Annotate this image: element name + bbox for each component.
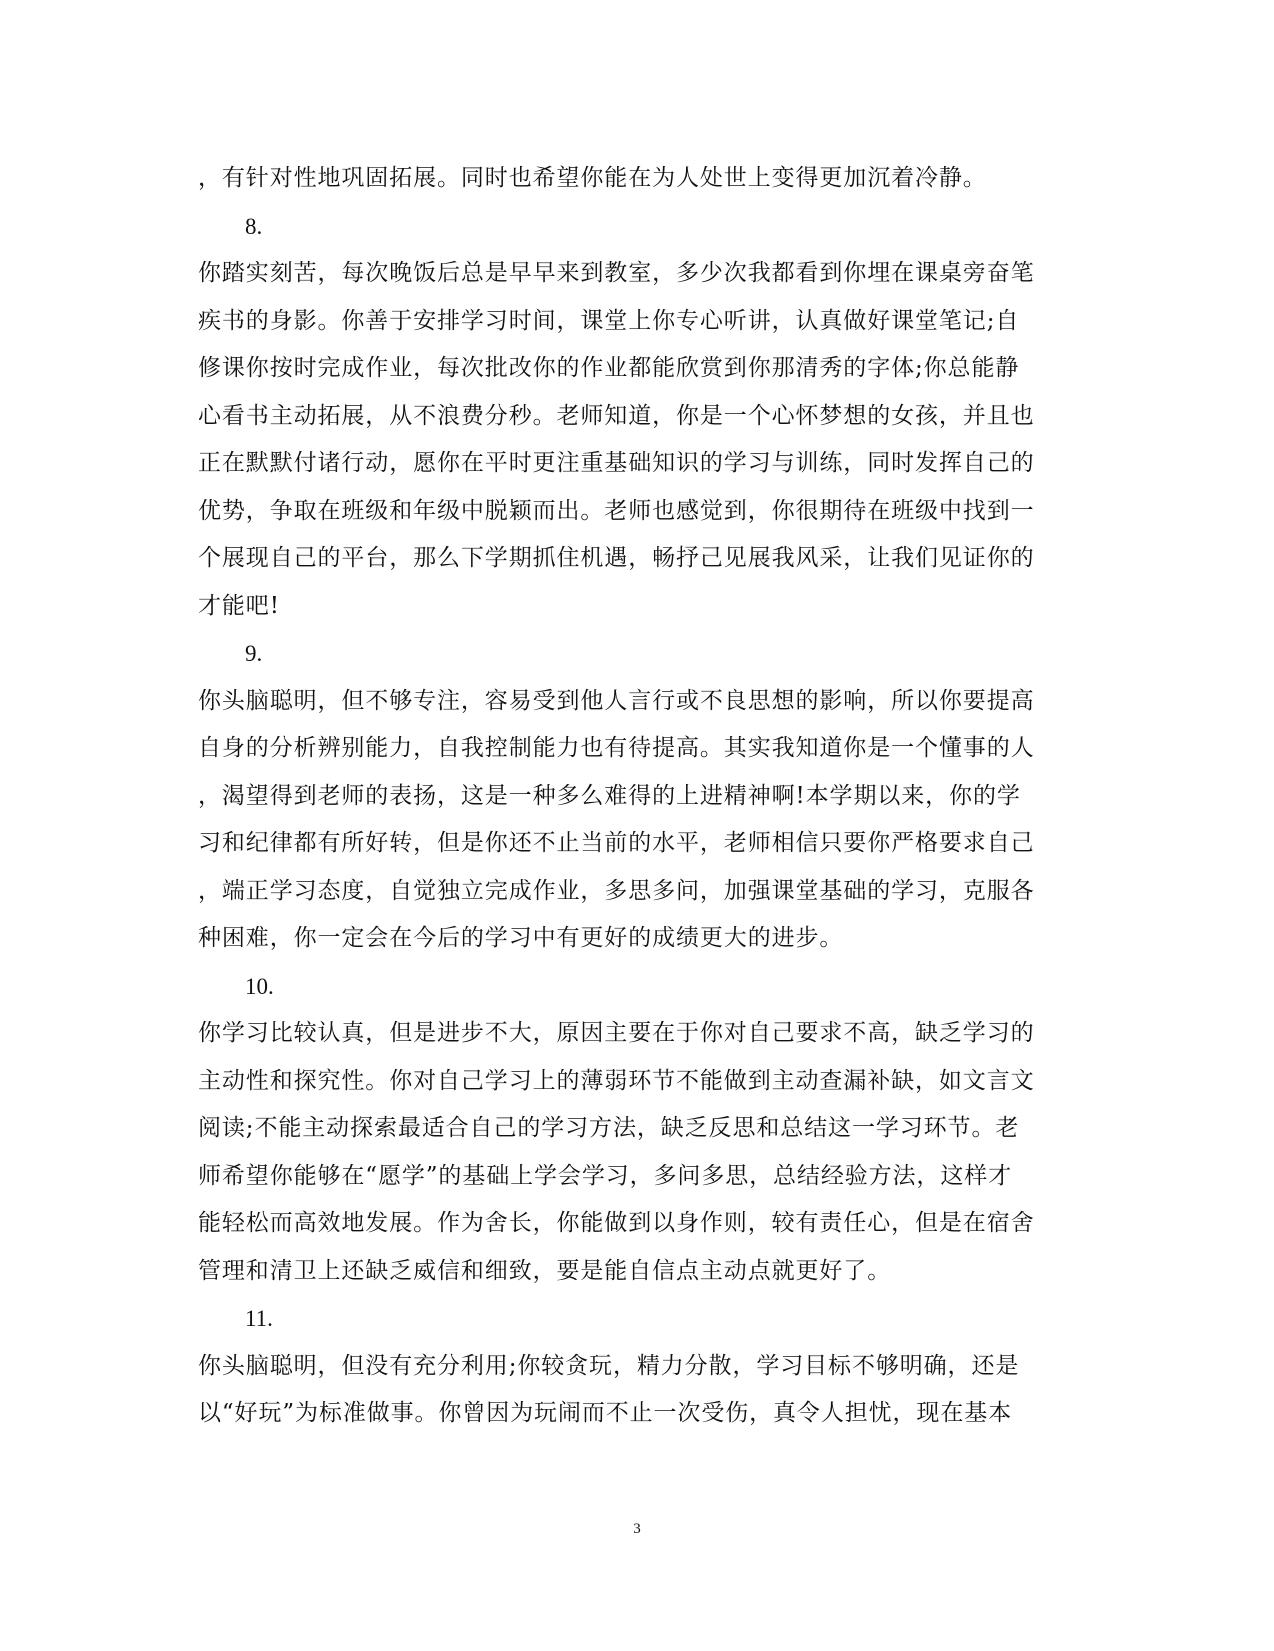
text-line: 种困难，你一定会在今后的学习中有更好的成绩更大的进步。 <box>198 925 844 951</box>
item-number: 10. <box>245 973 274 999</box>
paragraph <box>198 678 1078 963</box>
text-line: 修课你按时完成作业，每次批改你的作业都能欣赏到你那清秀的字体;你总能静 <box>198 355 1020 381</box>
text-line: 主动性和探究性。你对自己学习上的薄弱环节不能做到主动查漏补缺，如文言文 <box>198 1067 1035 1094</box>
paragraph <box>198 250 1078 630</box>
text-line: 个展现自己的平台，那么下学期抓住机遇，畅抒己见展我风采，让我们见证你的 <box>198 545 1035 571</box>
paragraph <box>198 155 1078 203</box>
text-line: 你头脑聪明，但没有充分利用;你较贪玩，精力分散，学习目标不够明确，还是 <box>198 1352 1020 1379</box>
text-line: 管理和清卫上还缺乏威信和细致，要是能自信点主动点就更好了。 <box>198 1257 892 1284</box>
text-line: ，有针对性地巩固拓展。同时也希望你能在为人处世上变得更加沉着冷静。 <box>198 165 987 191</box>
text-line: 自身的分析辨别能力，自我控制能力也有待提高。其实我知道你是一个懂事的人 <box>198 735 1035 761</box>
text-line: 能轻松而高效地发展。作为舍长，你能做到以身作则，较有责任心，但是在宿舍 <box>198 1210 1035 1236</box>
text-line: 阅读;不能主动探索最适合自己的学习方法，缺乏反思和总结这一学习环节。老 <box>198 1115 1020 1141</box>
text-line: 优势，争取在班级和年级中脱颖而出。老师也感觉到，你很期待在班级中找到一 <box>198 497 1035 524</box>
text-line: 你踏实刻苦，每次晚饭后总是早早来到教室，多少次我都看到你埋在课桌旁奋笔 <box>198 260 1035 286</box>
text-line: ，端正学习态度，自觉独立完成作业，多思多问，加强课堂基础的学习，克服各 <box>198 877 1035 904</box>
text-line: 正在默默付诸行动，愿你在平时更注重基础知识的学习与训练，同时发挥自己的 <box>198 450 1035 476</box>
text-line: 心看书主动拓展，从不浪费分秒。老师知道，你是一个心怀梦想的女孩，并且也 <box>198 402 1035 429</box>
item-number: 8. <box>245 213 263 239</box>
text-line: 疾书的身影。你善于安排学习时间，课堂上你专心听讲，认真做好课堂笔记;自 <box>198 307 1020 334</box>
text-line: ，渴望得到老师的表扬，这是一种多么难得的上进精神啊!本学期以来，你的学 <box>198 782 1021 809</box>
document-body <box>198 155 1078 1438</box>
text-line: 以“好玩”为标准做事。你曾因为玩闹而不止一次受伤，真令人担忧，现在基本 <box>198 1400 1013 1426</box>
paragraph <box>198 1343 1078 1438</box>
paragraph <box>198 1010 1078 1295</box>
item-number: 11. <box>245 1306 273 1331</box>
item-number: 9. <box>245 641 263 666</box>
page-number: 3 <box>633 1521 641 1537</box>
text-line: 才能吧! <box>198 592 280 619</box>
text-line: 习和纪律都有所好转，但是你还不止当前的水平，老师相信只要你严格要求自己 <box>198 830 1035 856</box>
text-line: 师希望你能够在“愿学”的基础上学会学习，多问多思，总结经验方法，这样才 <box>198 1162 1013 1189</box>
text-line: 你头脑聪明，但不够专注，容易受到他人言行或不良思想的影响，所以你要提高 <box>198 687 1035 714</box>
text-line: 你学习比较认真，但是进步不大，原因主要在于你对自己要求不高，缺乏学习的 <box>198 1020 1035 1046</box>
